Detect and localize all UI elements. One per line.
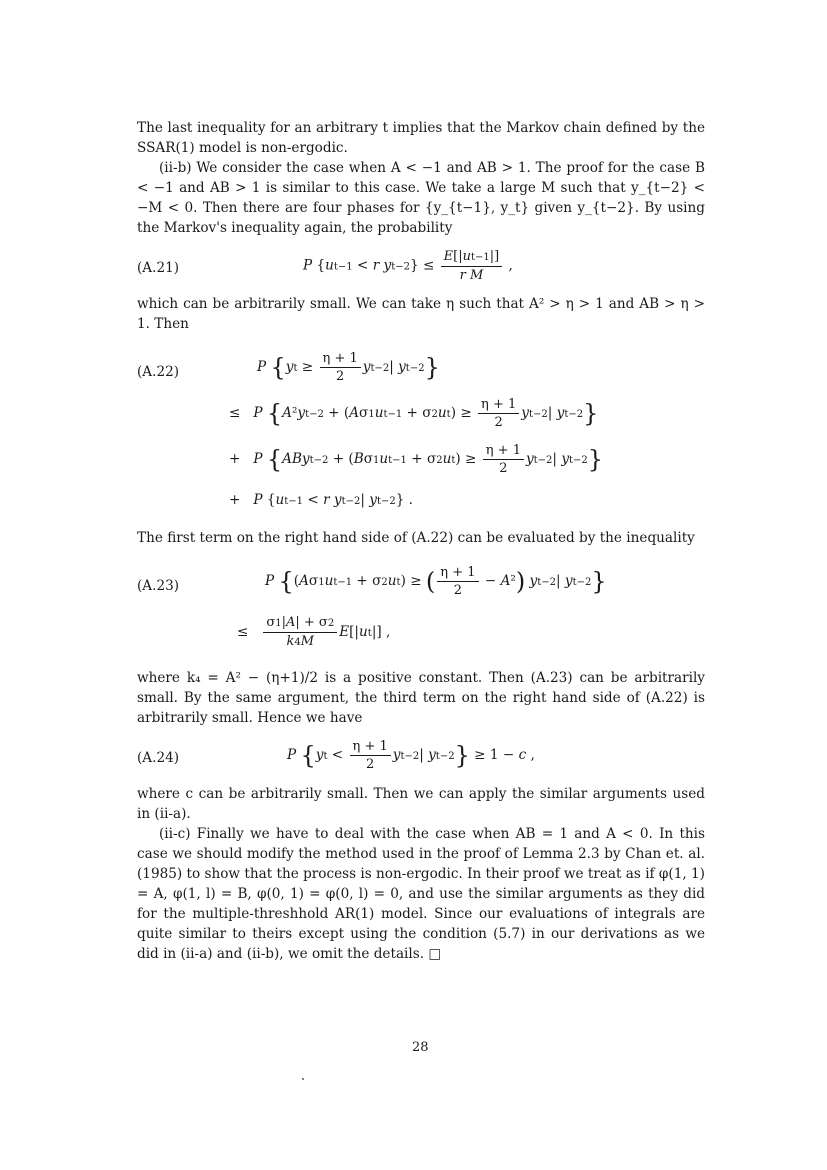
equation-line: + P {AByt−2 + (Bσ1ut−1 + σ2ut) ≥ $\frac{\eta + 1}{2}$ yt−2| yt−2} <box>229 443 604 476</box>
equation-a23 <box>137 562 705 668</box>
equation-line: P {yt ≥ $\frac{\eta + 1}{2}$ yt−2| yt−2} <box>257 351 440 384</box>
equation-label: (A.21) <box>137 260 180 276</box>
equation-body: P {ut−1 < r yt−2} ≤ $\frac{E[|ut-1|]}{\text{r M}}$ , <box>303 249 513 283</box>
paragraph-k4: where k₄ = A² − (η+1)/2 is a positive constant. Then (A.23) can be arbitrarily small. By the same argument, the third term on the right hand side of (A.22) is arbitrarily small. Hence we have <box>137 670 705 726</box>
paragraph-first-term: The first term on the right hand side of (A.22) can be evaluated by the inequality <box>137 530 695 546</box>
equation-line: ≤ $\frac{\sigma 1|A| + \sigma 2}{k4M}$ E[|ut|] , <box>237 615 391 649</box>
equation-label: (A.22) <box>137 364 180 380</box>
equation-line: P {(Aσ1ut−1 + σ2ut) ≥ ( $\frac{\eta + 1}{2}$ − A²) yt−2| yt−2} <box>265 565 607 598</box>
equation-line: ≤ P {A²yt−2 + (Aσ1ut−1 + σ2ut) ≥ $\frac{\eta + 1}{2}$ yt−2| yt−2} <box>229 397 599 430</box>
page-number: 28 <box>412 1040 429 1055</box>
page-body <box>137 118 705 964</box>
equation-line: + P {ut−1 < r yt−2| yt−2} . <box>229 492 413 508</box>
paragraph-1: The last inequality for an arbitrary t implies that the Markov chain defined by the SSAR(1) model is non-ergodic. <box>137 120 705 156</box>
equation-a21 <box>137 246 705 294</box>
paragraph-c-small: where c can be arbitrarily small. Then we can apply the similar arguments used in (ii-a). <box>137 786 705 822</box>
equation-a22 <box>137 342 705 528</box>
paragraph-case-ii-c: (ii-c) Finally we have to deal with the case when AB = 1 and A < 0. In this case we should modify the method used in the proof of Lemma 2.3 by Chan et. al. (1985) to show that the process is non-ergodic. In their proof we treat as if φ(1, 1) = A, φ(1, l) = B, φ(0, 1) = φ(0, l) = 0, and use the similar arguments as they did for the multiple-threshhold AR(1) model. Since our evaluations of integrals are quite similar to theirs except using the condition (5.7) in our derivations as we did in (ii-a) and (ii-b), we omit the details. □ <box>137 826 705 962</box>
equation-body: P {yt < $\frac{\eta + 1}{2}$ yt−2| yt−2} ≥ 1 − c , <box>287 739 535 772</box>
scan-speck <box>302 1078 304 1080</box>
equation-a24 <box>137 736 705 784</box>
paragraph-case-ii-b: (ii-b) We consider the case when A < −1 and AB > 1. The proof for the case B < −1 and AB > 1 is similar to this case. We take a large M such that y_{t−2} < −M < 0. Then there are four phases for {y_{t−1}, y_t} given y_{t−2}. By using the Markov's inequality again, the probability <box>137 160 705 236</box>
equation-label: (A.23) <box>137 578 180 594</box>
equation-label: (A.24) <box>137 750 180 766</box>
paragraph-eta: which can be arbitrarily small. We can take η such that A² > η > 1 and AB > η > 1. Then <box>137 296 705 332</box>
